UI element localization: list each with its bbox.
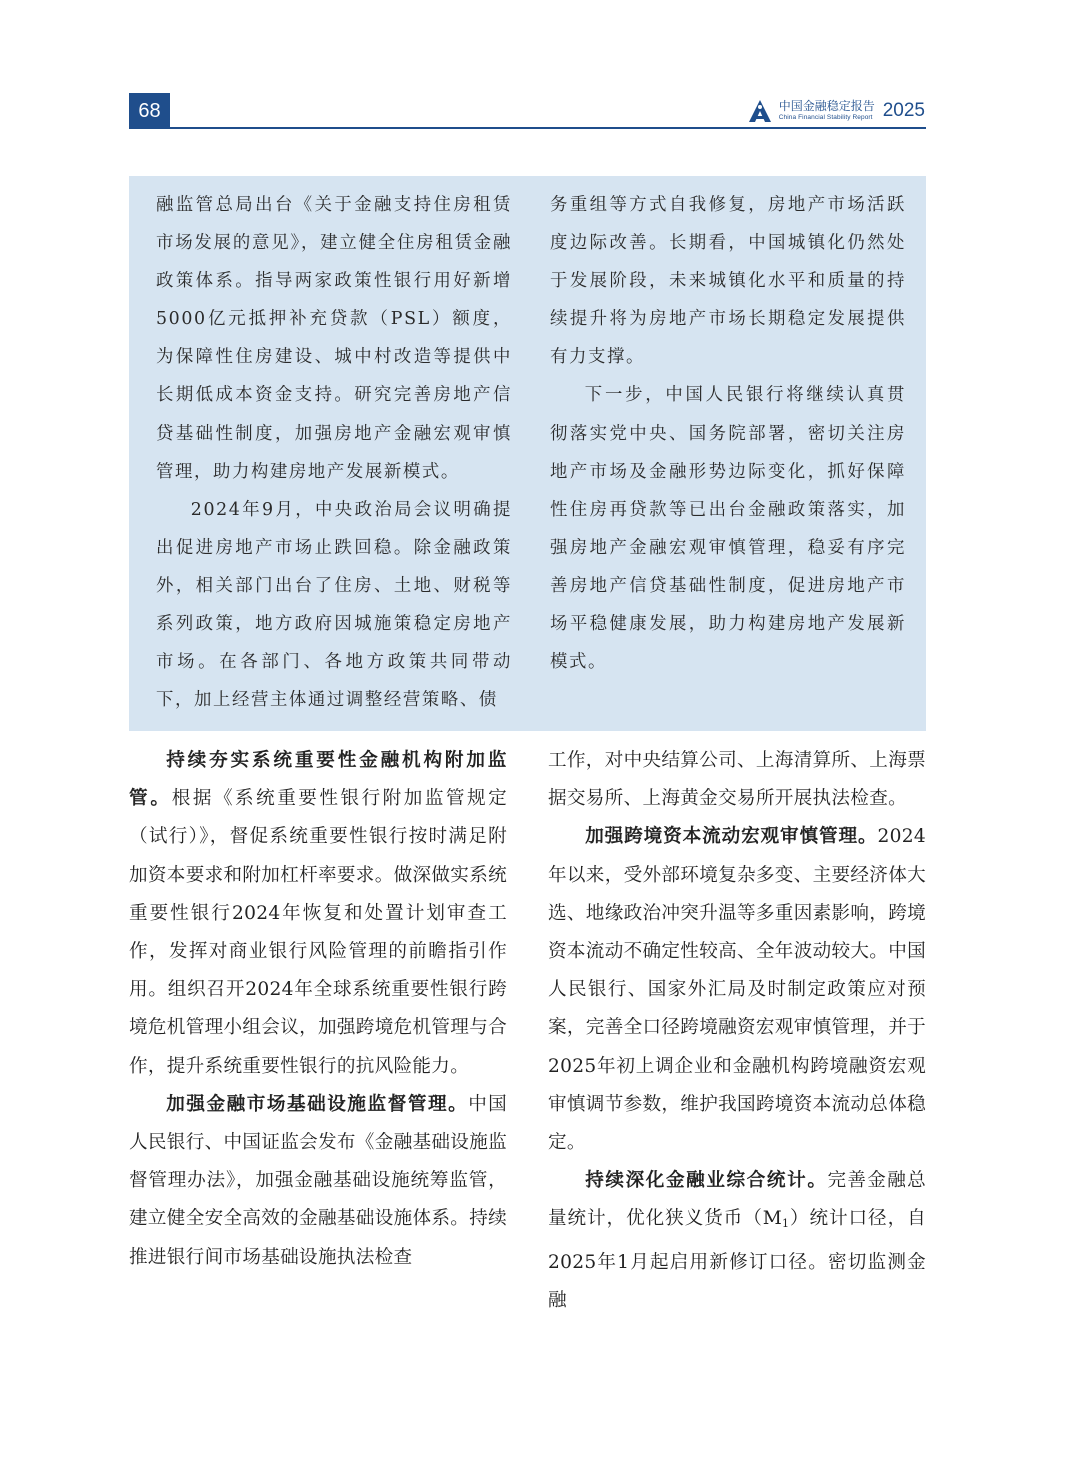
report-brand (747, 95, 925, 127)
paragraph-heading: 加强金融市场基础设施监督管理。 (166, 1093, 469, 1115)
body-right-column (548, 742, 926, 1320)
paragraph-text: 2024年以来，受外部环境复杂多变、主要经济体大选、地缘政治冲突升温等多重因素影响，跨境资本流动不确定性较高、全年波动较大。中国人民银行、国家外汇局及时制定政策应对预案，完善全口径跨境融资宏观审慎管理，并于2025年初上调企业和金融机构跨境融资宏观审慎调节参数，维护我国跨境资本流动总体稳定。 (548, 826, 926, 1154)
page-number: 68 (129, 93, 170, 129)
paragraph-text: 根据《系统重要性银行附加监管规定（试行）》，督促系统重要性银行按时满足附加资本要求和附加杠杆率要求。做深做实系统重要性银行2024年恢复和处置计划审查工作，发挥对商业银行风险管理的前瞻指引作用。组织召开2024年全球系统重要性银行跨境危机管理小组会议，加强跨境危机管理与合作，提升系统重要性银行的抗风险能力。 (129, 788, 507, 1077)
paragraph-heading: 持续夯实系统重要性金融机构附加监管。 (129, 750, 507, 810)
report-logo-icon (747, 98, 773, 124)
paragraph-heading: 持续深化金融业综合统计。 (585, 1170, 828, 1192)
subscript: 1 (782, 1217, 790, 1231)
box-paragraph: 2024年9月，中央政治局会议明确提出促进房地产市场止跌回稳。除金融政策外，相关部门出台了住房、土地、财税等系列政策，地方政府因城施策稳定房地产市场。在各部门、各地方政策共同带动下，加上经营主体通过调整经营策略、债 (156, 499, 512, 711)
body-left-column (129, 742, 507, 1277)
body-paragraph (548, 1162, 926, 1320)
box-paragraph: 务重组等方式自我修复，房地产市场活跃度边际改善。长期看，中国城镇化仍然处于发展阶段，未来城镇化水平和质量的持续提升将为房地产市场长期稳定发展提供有力支撑。 (550, 195, 906, 368)
body-paragraph (548, 818, 926, 1162)
brand-title-cn: 中国金融稳定报告 (778, 99, 875, 114)
brand-title-en: China Financial Stability Report (778, 114, 873, 122)
paragraph-text: 完善金融总量统计，优化狭义货币（M (548, 1170, 926, 1230)
box-paragraph: 下一步，中国人民银行将继续认真贯彻落实党中央、国务院部署，密切关注房地产市场及金融形势边际变化，抓好保障性住房再贷款等已出台金融政策落实，加强房地产金融宏观审慎管理，稳妥有序完善房地产信贷基础性制度，促进房地产市场平稳健康发展，助力构建房地产发展新模式。 (550, 385, 906, 673)
paragraph-text: ）统计口径，自2025年1月起启用新修订口径。密切监测金融 (548, 1208, 926, 1311)
paragraph-heading: 加强跨境资本流动宏观审慎管理。 (585, 826, 878, 848)
brand-year: 2025 (882, 100, 925, 121)
box-paragraph: 融监管总局出台《关于金融支持住房租赁市场发展的意见》，建立健全住房租赁金融政策体系。指导两家政策性银行用好新增5000亿元抵押补充贷款（PSL）额度，为保障性住房建设、城中村改造等提供中长期低成本资金支持。研究完善房地产信贷基础性制度，加强房地产金融宏观审慎管理，助力构建房地产发展新模式。 (156, 195, 512, 482)
body-paragraph: 工作，对中央结算公司、上海清算所、上海票据交易所、上海黄金交易所开展执法检查。 (548, 750, 926, 810)
paragraph-text: 中国人民银行、中国证监会发布《金融基础设施监督管理办法》，加强金融基础设施统筹监管，建立健全安全高效的金融基础设施体系。持续推进银行间市场基础设施执法检查 (129, 1093, 507, 1268)
box-left-column (156, 186, 512, 719)
box-right-column (550, 186, 906, 681)
body-paragraph (129, 742, 507, 1086)
shaded-text-box (129, 176, 926, 731)
body-paragraph (129, 1086, 507, 1277)
header-rule (170, 127, 926, 129)
